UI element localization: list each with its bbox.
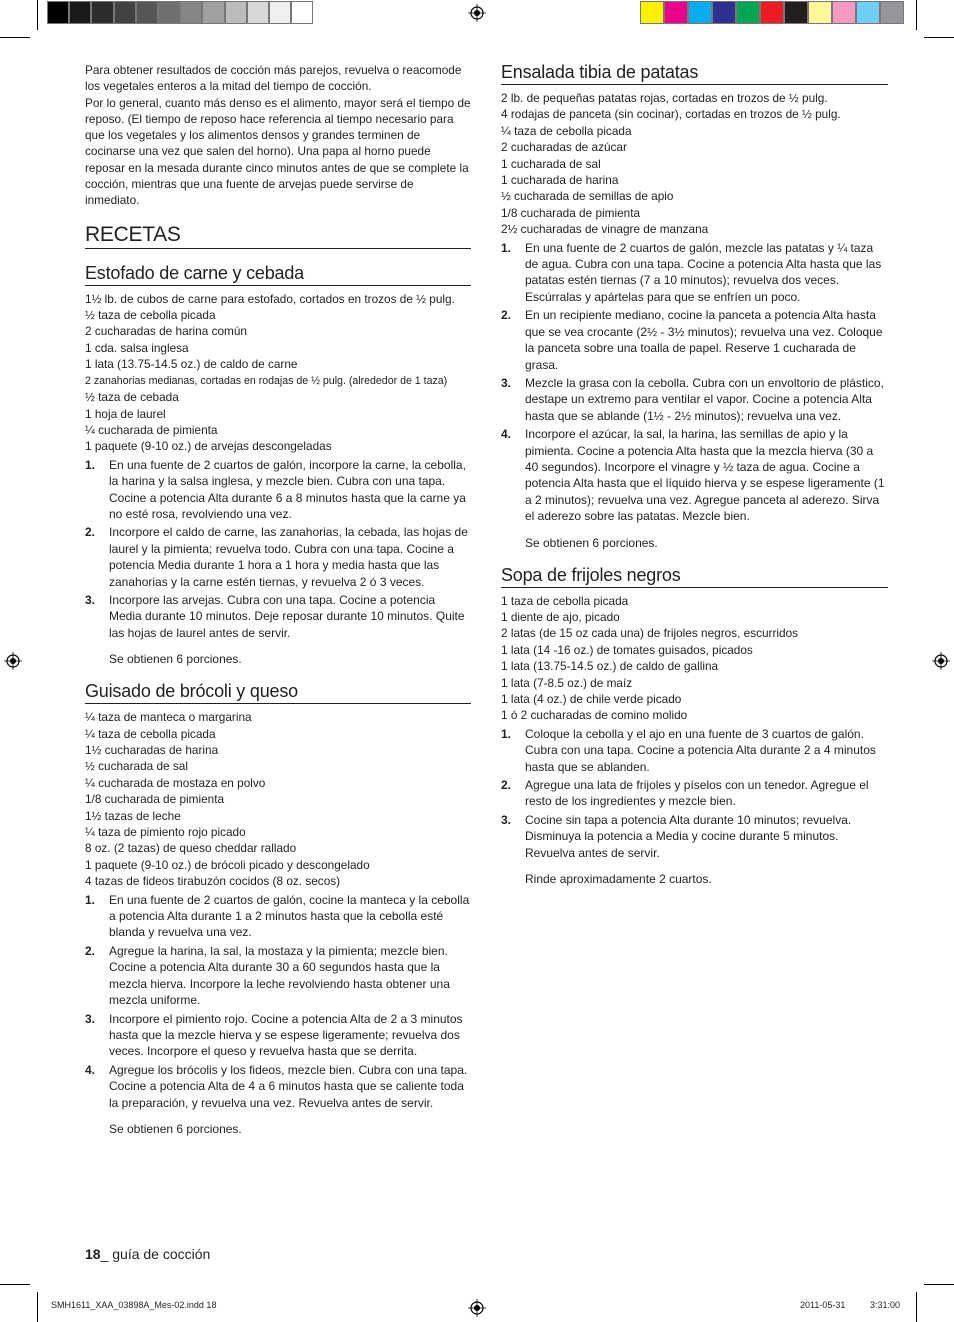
ingredient-item: 1½ lb. de cubos de carne para estofado, cortados en trozos de ½ pulg. bbox=[85, 291, 455, 306]
color-swatch bbox=[712, 1, 736, 24]
ingredient-item: 4 tazas de fideos tirabuzón cocidos (8 oz. secos) bbox=[85, 874, 341, 889]
color-swatch bbox=[225, 1, 247, 24]
ingredient-item: ¼ taza de pimiento rojo picado bbox=[85, 825, 246, 840]
step-item: 2. En un recipiente mediano, cocine la panceta a potencia Alta hasta que se vea crocante (2½ - 3½ minutos); revuelva una vez. Coloque la panceta sobre una toalla de papel. Reserve 1 cucharada de grasa. bbox=[501, 308, 883, 372]
step-list bbox=[85, 457, 471, 641]
color-swatch bbox=[269, 1, 291, 24]
ingredient-item: 1½ tazas de leche bbox=[85, 808, 181, 823]
step-item: 1. En una fuente de 2 cuartos de galón, mezcle las patatas y ¼ taza de agua. Cubra con una tapa. Cocine a potencia Alta hasta que las patatas estén tiernas (7 a 10 minutos); revuelva dos veces. Escúrralas y apártelas para que se enfríen un poco. bbox=[501, 240, 882, 304]
ingredient-item: ¼ taza de cebolla picada bbox=[501, 123, 632, 138]
recipe-title: Ensalada tibia de patatas bbox=[501, 62, 888, 85]
crop-mark bbox=[37, 0, 38, 30]
color-swatch bbox=[158, 1, 180, 24]
ingredient-item: 1 lata (14 -16 oz.) de tomates guisados, picados bbox=[501, 642, 753, 657]
recipe-yield: Se obtienen 6 porciones. bbox=[525, 535, 658, 550]
color-swatch bbox=[114, 1, 136, 24]
color-swatch bbox=[808, 1, 832, 24]
ingredient-item: 1 ó 2 cucharadas de comino molido bbox=[501, 708, 688, 723]
color-swatch bbox=[736, 1, 760, 24]
crop-mark bbox=[37, 1292, 38, 1322]
ingredient-item: ½ taza de cebada bbox=[85, 390, 179, 405]
crop-mark bbox=[0, 1284, 30, 1285]
registration-mark-icon bbox=[4, 652, 22, 670]
registration-mark-icon bbox=[932, 652, 950, 670]
color-swatch bbox=[136, 1, 158, 24]
ingredient-item: 1 paquete (9-10 oz.) de arvejas descongeladas bbox=[85, 439, 332, 454]
recipe-yield: Se obtienen 6 porciones. bbox=[109, 1121, 242, 1136]
color-swatch bbox=[832, 1, 856, 24]
page-footer bbox=[85, 1246, 210, 1262]
step-item: 2. Agregue la harina, la sal, la mostaza y la pimienta; mezcle bien. Cocine a potencia Alta durante 30 a 60 segundos hasta que la mezcla hierva. Incorpore la leche revolviendo hasta obtener una mezcla uniforme. bbox=[85, 943, 450, 1008]
ingredient-item: ¼ taza de manteca o margarina bbox=[85, 710, 252, 725]
ingredient-list bbox=[85, 291, 471, 455]
step-item: 1. En una fuente de 2 cuartos de galón, incorpore la carne, la cebolla, la harina y la salsa inglesa, y mezcle bien. Cubra con una tapa. Cocine a potencia Alta durante 6 a 8 minutos hasta que la carne ya no esté rosa, revolviendo una vez. bbox=[85, 457, 466, 521]
color-swatch bbox=[688, 1, 712, 24]
ingredient-item: 1/8 cucharada de pimienta bbox=[501, 205, 641, 220]
ingredient-item: 2 latas (de 15 oz cada una) de frijoles negros, escurridos bbox=[501, 626, 799, 641]
recipe-title: Guisado de brócoli y queso bbox=[85, 681, 471, 704]
recipe-yield: Se obtienen 6 porciones. bbox=[109, 652, 242, 667]
crop-mark bbox=[916, 1292, 917, 1322]
left-column bbox=[85, 62, 471, 1137]
ingredient-item: 1 cda. salsa inglesa bbox=[85, 340, 189, 355]
step-item: 1. Coloque la cebolla y el ajo en una fuente de 3 cuartos de galón. Cubra con una tapa. Cocine a potencia Alta durante 2 a 4 minutos hasta que se ablanden. bbox=[501, 726, 876, 774]
page-number: 18 bbox=[85, 1246, 101, 1262]
color-swatch bbox=[291, 1, 313, 24]
ingredient-item: 1 lata (4 oz.) de chile verde picado bbox=[501, 692, 682, 706]
intro-paragraph: Para obtener resultados de cocción más parejos, revuelva o reacomode los vegetales enteros a la mitad del tiempo de cocción. bbox=[85, 63, 462, 94]
color-swatch bbox=[856, 1, 880, 24]
ingredient-list bbox=[501, 90, 888, 238]
step-list bbox=[501, 240, 888, 525]
ingredient-item: 1 cucharada de sal bbox=[501, 156, 601, 171]
crop-mark bbox=[0, 37, 30, 38]
file-slug: SMH1611_XAA_03898A_Mes-02.indd 18 bbox=[51, 1300, 217, 1310]
ingredient-item: ½ taza de cebolla picada bbox=[85, 308, 216, 323]
color-swatch bbox=[180, 1, 202, 24]
crop-mark bbox=[924, 1284, 954, 1285]
ingredient-item: 1 taza de cebolla picada bbox=[501, 593, 629, 608]
slug-date: 2011-05-31 bbox=[800, 1300, 846, 1310]
ingredient-item: 2½ cucharadas de vinagre de manzana bbox=[501, 222, 709, 237]
step-item: 1. En una fuente de 2 cuartos de galón, cocine la manteca y la cebolla a potencia Alta durante 1 a 2 minutos hasta que la cebolla esté blanda y revuelva una vez. bbox=[85, 892, 470, 940]
ingredient-item: 1/8 cucharada de pimienta bbox=[85, 792, 225, 807]
color-swatch bbox=[880, 1, 904, 24]
color-swatch bbox=[640, 1, 664, 24]
step-item: 4. Incorpore el azúcar, la sal, la harina, las semillas de apio y la pimienta. Cocine a potencia Alta hasta que la mezcla hierva (30 a 40 segundos). Incorpore el vinagre y ½ taza de agua. Cocine a potencia Alta hasta que el líquido hierva y se espese ligeramente (1 a 2 minutos); revuelva una vez. Agregue panceta al aderezo. Sirva el aderezo sobre las patatas. Mezcle bien. bbox=[501, 427, 885, 524]
ingredient-item: 2 lb. de pequeñas patatas rojas, cortadas en trozos de ½ pulg. bbox=[501, 91, 828, 105]
ingredient-item: 2 cucharadas de azúcar bbox=[501, 140, 627, 155]
slug-time: 3:31:00 bbox=[870, 1300, 901, 1310]
crop-mark bbox=[916, 0, 917, 30]
ingredient-item: 2 cucharadas de harina común bbox=[85, 324, 247, 339]
page-label: _ guía de cocción bbox=[100, 1246, 211, 1262]
color-swatch bbox=[69, 1, 91, 24]
step-item: 3. Mezcle la grasa con la cebolla. Cubra con un envoltorio de plástico, destape un extremo para ventilar el vapor. Cocine a potencia Alta hasta que se ablande (1½ - 2½ minutos); revuelva una vez. bbox=[501, 375, 884, 423]
recipe-title: Sopa de frijoles negros bbox=[501, 565, 888, 588]
ingredient-item: 1 lata (13.75-14.5 oz.) de caldo de gallina bbox=[501, 659, 719, 674]
ingredient-item: ½ cucharada de sal bbox=[85, 759, 188, 774]
ingredient-item: 2 zanahorias medianas, cortadas en rodajas de ½ pulg. (alrededor de 1 taza) bbox=[85, 374, 448, 387]
ingredient-item: 8 oz. (2 tazas) de queso cheddar rallado bbox=[85, 841, 297, 856]
ingredient-item: ¼ taza de cebolla picada bbox=[85, 726, 216, 741]
ingredient-list bbox=[501, 593, 888, 724]
color-swatch bbox=[247, 1, 269, 24]
ingredient-item: 4 rodajas de panceta (sin cocinar), cortadas en trozos de ½ pulg. bbox=[501, 107, 841, 122]
step-item: 4. Agregue los brócolis y los fideos, mezcle bien. Cubra con una tapa. Cocine a potencia Alta de 4 a 6 minutos hasta que se caliente toda la preparación, y revuelva una vez. Revuelva antes de servir. bbox=[85, 1062, 468, 1110]
crop-mark bbox=[924, 37, 954, 38]
step-item: 3. Incorpore las arvejas. Cubra con una tapa. Cocine a potencia Media durante 10 minutos. Deje reposar durante 10 minutos. Quite las hojas de laurel antes de servir. bbox=[85, 592, 465, 640]
recipe-title: Estofado de carne y cebada bbox=[85, 263, 471, 286]
ingredient-item: 1 hoja de laurel bbox=[85, 406, 166, 421]
ingredient-list bbox=[85, 709, 471, 889]
step-list bbox=[85, 892, 471, 1111]
ingredient-item: ¼ cucharada de pimienta bbox=[85, 422, 218, 437]
ingredient-item: 1 lata (7-8.5 oz.) de maíz bbox=[501, 675, 633, 690]
right-column bbox=[501, 62, 888, 887]
ingredient-item: 1 diente de ajo, picado bbox=[501, 609, 620, 624]
intro-paragraph: Por lo general, cuanto más denso es el alimento, mayor será el tiempo de reposo. (El tiempo de reposo hace referencia al tiempo necesario para que los vegetales y los alimentos densos y grandes terminen de cocinarse una vez que salen del horno). Una papa al horno puede reposar en la mesada durante cinco minutos antes de que se complete la cocción, mientras que una fuente de arvejas puede servirse de inmediato. bbox=[85, 95, 471, 208]
step-list bbox=[501, 726, 888, 861]
registration-mark-icon bbox=[468, 1299, 486, 1317]
ingredient-item: 1 cucharada de harina bbox=[501, 173, 619, 188]
step-item: 3. Incorpore el pimiento rojo. Cocine a potencia Alta de 2 a 3 minutos hasta que la mezcle hierva y se espese ligeramente; revuelva dos veces. Incorpore el queso y revuelva hasta que se derrita. bbox=[85, 1011, 463, 1059]
step-item: 2. Incorpore el caldo de carne, las zanahorias, la cebada, las hojas de laurel y la pimienta; revuelva todo. Cubra con una tapa. Cocine a potencia Media durante 1 hora a 1 hora y media hasta que las zanahorias y la carne estén tiernas, y revuelva 2 ó 3 veces. bbox=[85, 525, 468, 589]
color-swatch bbox=[760, 1, 784, 24]
color-swatch bbox=[47, 1, 69, 24]
color-swatch bbox=[91, 1, 113, 24]
ingredient-item: 1 lata (13.75-14.5 oz.) de caldo de carne bbox=[85, 357, 298, 372]
color-swatch bbox=[784, 1, 808, 24]
ingredient-item: 1½ cucharadas de harina bbox=[85, 743, 219, 758]
ingredient-item: ½ cucharada de semillas de apio bbox=[501, 189, 674, 204]
step-item: 3. Cocine sin tapa a potencia Alta durante 10 minutos; revuelva. Disminuya la potencia a Media y cocine durante 5 minutos. Revuelva antes de servir. bbox=[501, 812, 852, 860]
color-swatch bbox=[664, 1, 688, 24]
registration-mark-icon bbox=[468, 4, 486, 22]
section-title: RECETAS bbox=[85, 223, 471, 249]
ingredient-item: ¼ cucharada de mostaza en polvo bbox=[85, 775, 266, 790]
process-color-bar bbox=[640, 1, 904, 24]
ingredient-item: 1 paquete (9-10 oz.) de brócoli picado y descongelado bbox=[85, 857, 370, 872]
grayscale-color-bar bbox=[47, 1, 313, 24]
color-swatch bbox=[202, 1, 224, 24]
recipe-yield: Rinde aproximadamente 2 cuartos. bbox=[525, 872, 712, 887]
step-item: 2. Agregue una lata de frijoles y píselos con un tenedor. Agregue el resto de los ingredientes y mezcle bien. bbox=[501, 778, 869, 809]
